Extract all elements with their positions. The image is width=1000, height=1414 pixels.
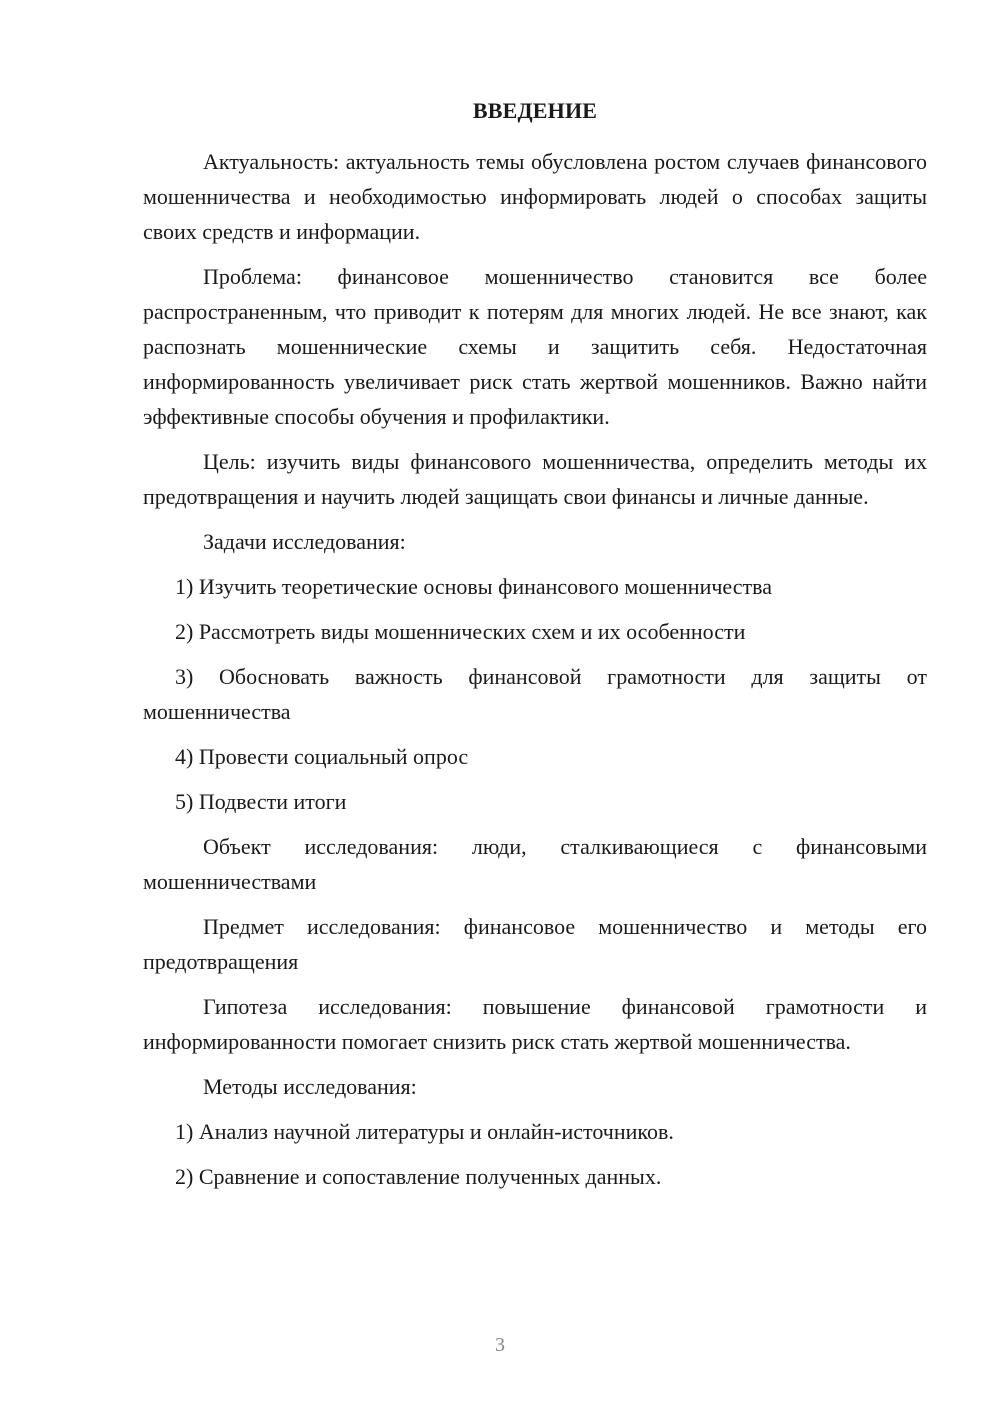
list-item: 1) Анализ научной литературы и онлайн-источников. — [175, 1119, 674, 1144]
tasks-title: Задачи исследования: — [203, 529, 406, 554]
paragraph-object: Объект исследования: люди, сталкивающиеся с финансовыми мошенничествами — [143, 834, 927, 894]
paragraph-relevance: Актуальность: актуальность темы обусловлена ростом случаев финансового мошенничества и необходимостью информировать людей о способах защиты своих средств и информации. — [143, 149, 927, 244]
list-item: 1) Изучить теоретические основы финансового мошенничества — [175, 574, 772, 599]
methods-title: Методы исследования: — [203, 1074, 417, 1099]
list-item: 2) Рассмотреть виды мошеннических схем и их особенности — [175, 619, 746, 644]
list-item: 3) Обосновать важность финансовой грамотности для защиты от мошенничества — [143, 664, 927, 724]
page-number: 3 — [495, 1334, 505, 1356]
paragraph-hypothesis: Гипотеза исследования: повышение финансовой грамотности и информированности помогает снизить риск стать жертвой мошенничества. — [143, 994, 927, 1054]
paragraph-goal: Цель: изучить виды финансового мошенничества, определить методы их предотвращения и научить людей защищать свои финансы и личные данные. — [143, 449, 927, 509]
page-title: ВВЕДЕНИЕ — [472, 98, 598, 123]
list-item: 2) Сравнение и сопоставление полученных данных. — [175, 1164, 662, 1189]
list-item: 5) Подвести итоги — [175, 789, 347, 814]
document-page — [143, 96, 927, 1204]
paragraph-problem: Проблема: финансовое мошенничество становится все более распространенным, что приводит к потерям для многих людей. Не все знают, как распознать мошеннические схемы и защитить себя. Недостаточная информированность увеличивает риск стать жертвой мошенников. Важно найти эффективные способы обучения и профилактики. — [143, 264, 927, 429]
paragraph-subject: Предмет исследования: финансовое мошенничество и методы его предотвращения — [143, 914, 927, 974]
list-item: 4) Провести социальный опрос — [175, 744, 469, 769]
